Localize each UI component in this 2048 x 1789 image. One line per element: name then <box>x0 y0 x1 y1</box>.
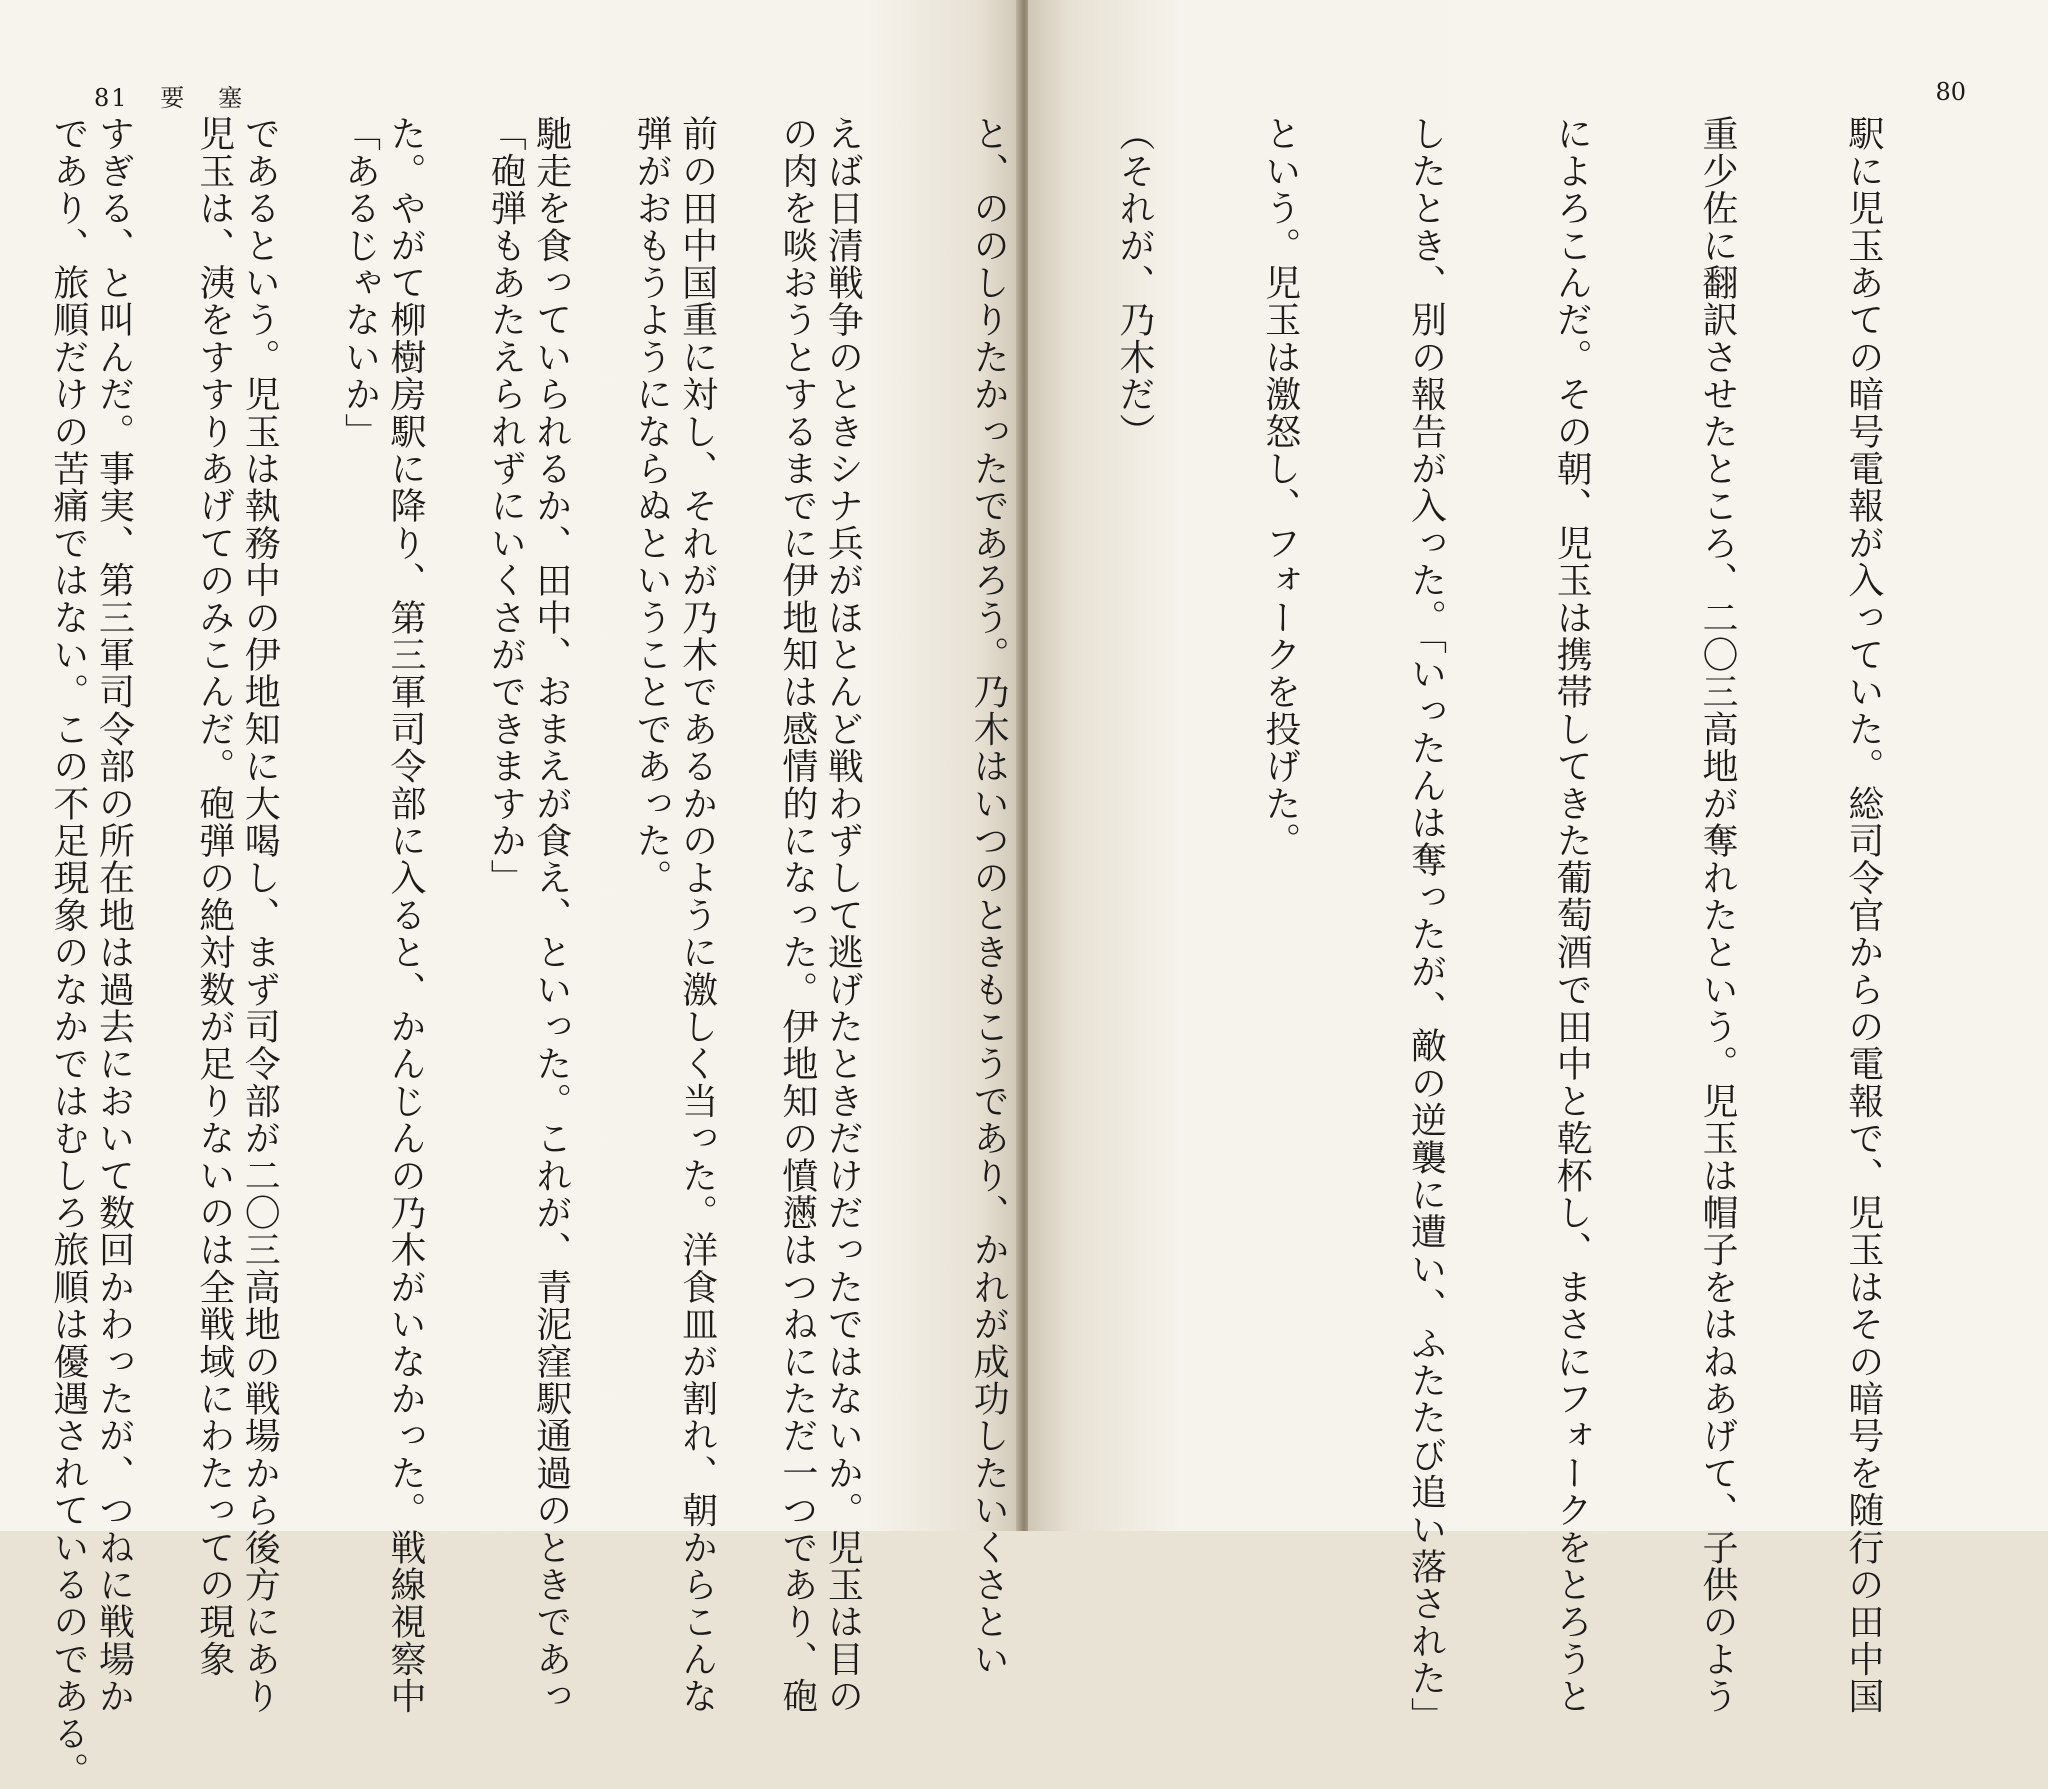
text-column: によろこんだ。その朝、児玉は携帯してきた葡萄酒で田中と乾杯し、まさにフォークをとろうと <box>1551 115 1593 1715</box>
text-column: えば日清戦争のときシナ兵がほとんど戦わずして逃げたときだけだったではないか。児玉は目の <box>822 115 864 1715</box>
text-column: すぎる、と叫んだ。事実、第三軍司令部の所在地は過去において数回かわったが、つねに戦場か <box>93 115 135 1715</box>
page-number: 80 <box>1935 78 1966 106</box>
text-column: 弾がおもうようにならぬということであった。 <box>631 115 673 897</box>
text-column: したとき、別の報告が入った。「いったんは奪ったが、敵の逆襲に遭い、ふたたび追い落された」 <box>1405 115 1447 1734</box>
text-column: 駅に児玉あての暗号電報が入っていた。総司令官からの電報で、児玉はその暗号を随行の田中国 <box>1842 115 1884 1715</box>
text-column: 前の田中国重に対し、それが乃木であるかのように激しく当った。洋食皿が割れ、朝からこんな <box>676 115 718 1715</box>
text-column: 馳走を食っていられるか、田中、おまえが食え、といった。これが、青泥窪駅通過のときであっ <box>530 115 572 1715</box>
text-column: 児玉は、洟をすすりあげてのみこんだ。砲弾の絶対数が足りないのは全戦域にわたっての現象 <box>193 115 235 1678</box>
text-column: 「あるじゃないか」 <box>339 115 381 450</box>
chapter-title: 要塞 <box>160 84 277 112</box>
page-number: 81 <box>94 84 129 112</box>
running-head <box>94 78 276 113</box>
text-column: 重少佐に翻訳させたところ、二〇三高地が奪れたという。児玉は帽子をはねあげて、子供のよう <box>1697 115 1739 1715</box>
text-column: と、ののしりたかったであろう。乃木はいつのときもこうであり、かれが成功したいくさとい <box>968 115 1010 1678</box>
text-column: 「砲弾もあたえられずにいくさができますか」 <box>485 115 527 897</box>
text-column: であるという。児玉は執務中の伊地知に大喝し、まず司令部が二〇三高地の戦場から後方にあり <box>239 115 281 1715</box>
body-text <box>0 115 1984 1789</box>
text-column: であり、旅順だけの苦痛ではない。この不足現象のなかではむしろ旅順は優遇されているのである。 <box>47 115 89 1789</box>
text-column: た。やがて柳樹房駅に降り、第三軍司令部に入ると、かんじんの乃木がいなかった。戦線視察中 <box>385 115 426 1715</box>
text-column: （それが、乃木だ） <box>1113 115 1155 450</box>
text-column: という。児玉は激怒し、フォークを投げた。 <box>1259 115 1301 859</box>
text-column: の肉を啖おうとするまでに伊地知は感情的になった。伊地知の憤懣はつねにただ一つであり、砲 <box>776 115 818 1715</box>
